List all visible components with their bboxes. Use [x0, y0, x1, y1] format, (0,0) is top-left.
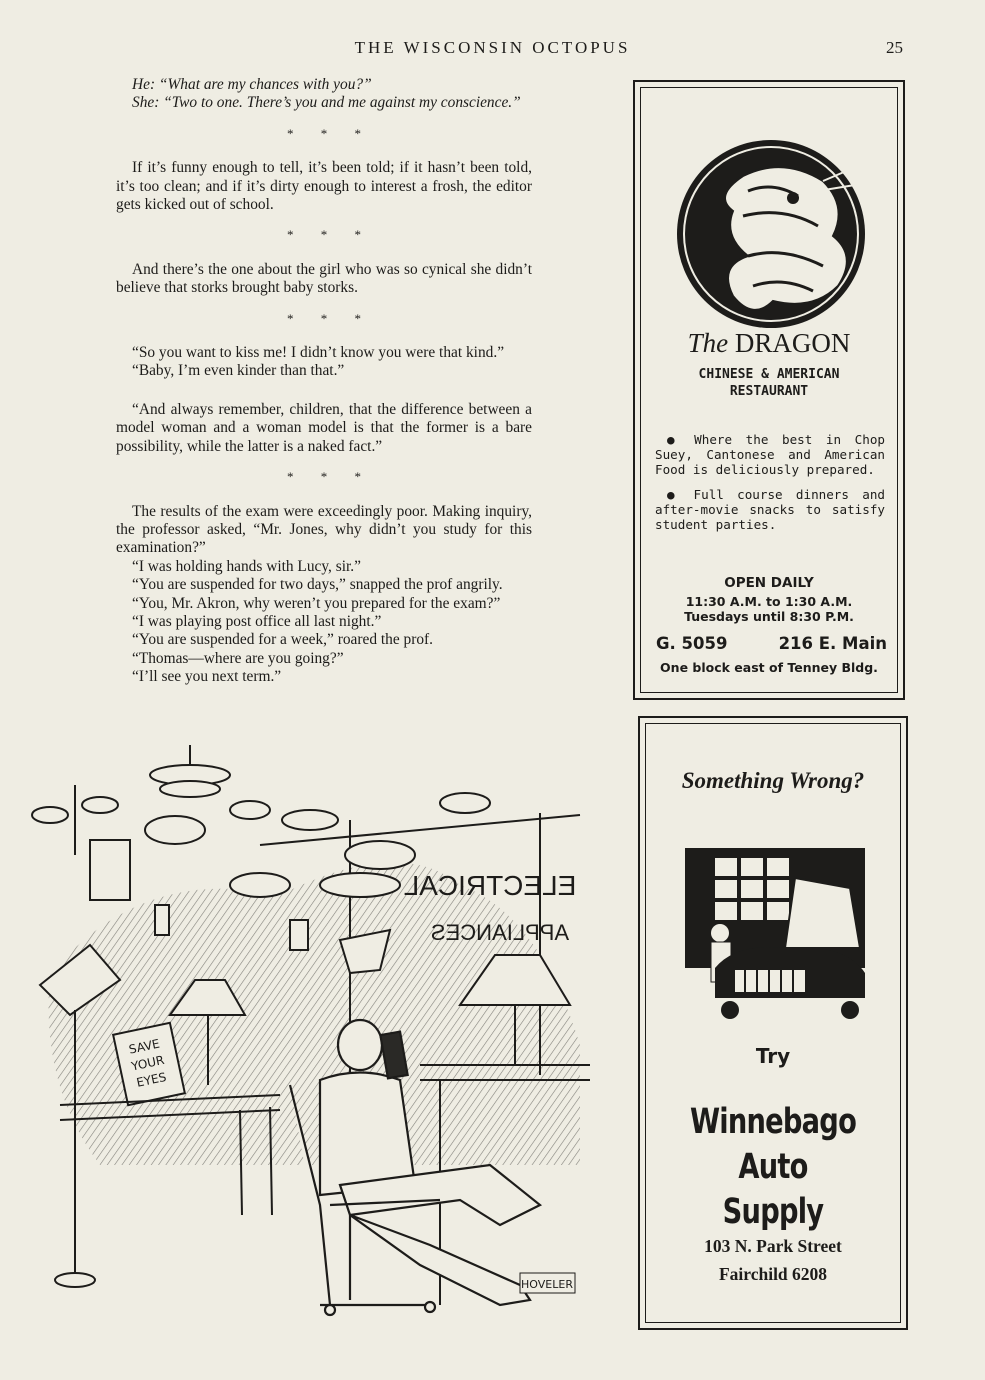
separator-stars: * * *	[287, 227, 373, 243]
joke-paragraph: “Thomas—where are you going?”	[132, 649, 344, 667]
dragon-ad-subtitle: CHINESE & AMERICAN RESTAURANT	[698, 367, 840, 399]
joke-paragraph: “You, Mr. Akron, why weren’t you prepared for the exam?”	[132, 594, 501, 612]
joke-paragraph: “I’ll see you next term.”	[132, 668, 282, 686]
joke-paragraph: “Baby, I’m even kinder than that.”	[132, 362, 345, 380]
sign-word-3: EYES	[135, 1069, 168, 1090]
joke-paragraph: The results of the exam were exceedingly poor. Making inquiry, the professor asked, “Mr. Jones, why didn’t you study for this examination?”	[116, 502, 532, 557]
dragon-ad-bullets	[655, 432, 885, 542]
page-number: 25	[886, 38, 903, 57]
cartoon-illustration	[20, 745, 600, 1320]
joke-dialogue-she: She: “Two to one. There’s you and me against my conscience.”	[132, 94, 521, 112]
jokes-column	[116, 76, 532, 687]
auto-supply-ad	[638, 716, 908, 1330]
cartoon-drawing	[20, 745, 600, 1320]
auto-ad-address: 103 N. Park Street	[704, 1236, 842, 1256]
joke-paragraph: “I was holding hands with Lucy, sir.”	[132, 557, 361, 575]
joke-paragraph: “You are suspended for two days,” snapped the prof angrily.	[132, 576, 503, 594]
window-lettering-electrical: ELECTRICAL	[403, 870, 577, 901]
auto-ad-headline: Something Wrong?	[681, 768, 865, 793]
separator-stars: * * *	[287, 310, 373, 326]
dragon-logo-icon	[673, 136, 869, 332]
separator-stars: * * *	[287, 469, 373, 485]
artist-signature: HOVELER	[521, 1278, 573, 1291]
auto-ad-try: Try	[755, 1044, 791, 1068]
joke-paragraph: And there’s the one about the girl who was so cynical she didn’t believe that storks brought baby storks.	[116, 260, 532, 297]
dragon-ad-title: The DRAGON	[687, 328, 851, 358]
dragon-restaurant-ad	[633, 80, 905, 700]
list-item: ● Where the best in Chop Suey, Cantonese and American Food is deliciously prepared.	[655, 432, 885, 477]
running-header: THE WISCONSIN OCTOPUS	[354, 38, 631, 57]
garage-illustration	[675, 838, 875, 1023]
list-item: ● Full course dinners and after-movie snacks to satisfy student parties.	[655, 487, 885, 532]
joke-paragraph: If it’s funny enough to tell, it’s been told; if it hasn’t been told, it’s too clean; and if it’s dirty enough to interest a frosh, the editor gets kicked out of school.	[116, 159, 532, 214]
sign-word-1: SAVE	[127, 1036, 161, 1057]
joke-paragraph: “I was playing post office all last night.”	[132, 612, 382, 630]
joke-dialogue-he: He: “What are my chances with you?”	[132, 76, 372, 93]
auto-ad-business-name: Winnebago Auto Supply	[689, 1102, 857, 1232]
auto-ad-phone: Fairchild 6208	[718, 1264, 828, 1284]
joke-paragraph: “So you want to kiss me! I didn’t know you were that kind.”	[132, 344, 505, 362]
dragon-ad-location: One block east of Tenney Bldg.	[660, 660, 878, 675]
dragon-ad-address: 216 E. Main	[778, 634, 887, 653]
separator-stars: * * *	[287, 125, 373, 141]
dragon-ad-phone: G. 5059	[656, 634, 728, 653]
joke-paragraph: “You are suspended for a week,” roared the prof.	[132, 631, 434, 649]
dragon-ad-hours: OPEN DAILY 11:30 A.M. to 1:30 A.M. Tuesdays until 8:30 P.M.	[684, 575, 854, 624]
joke-paragraph: “And always remember, children, that the difference between a model woman and a woman model is that the former is a bare possibility, while the latter is a naked fact.”	[116, 400, 532, 455]
window-lettering-appliances: APPLIANCES	[430, 920, 570, 945]
sign-word-2: YOUR	[130, 1052, 166, 1074]
